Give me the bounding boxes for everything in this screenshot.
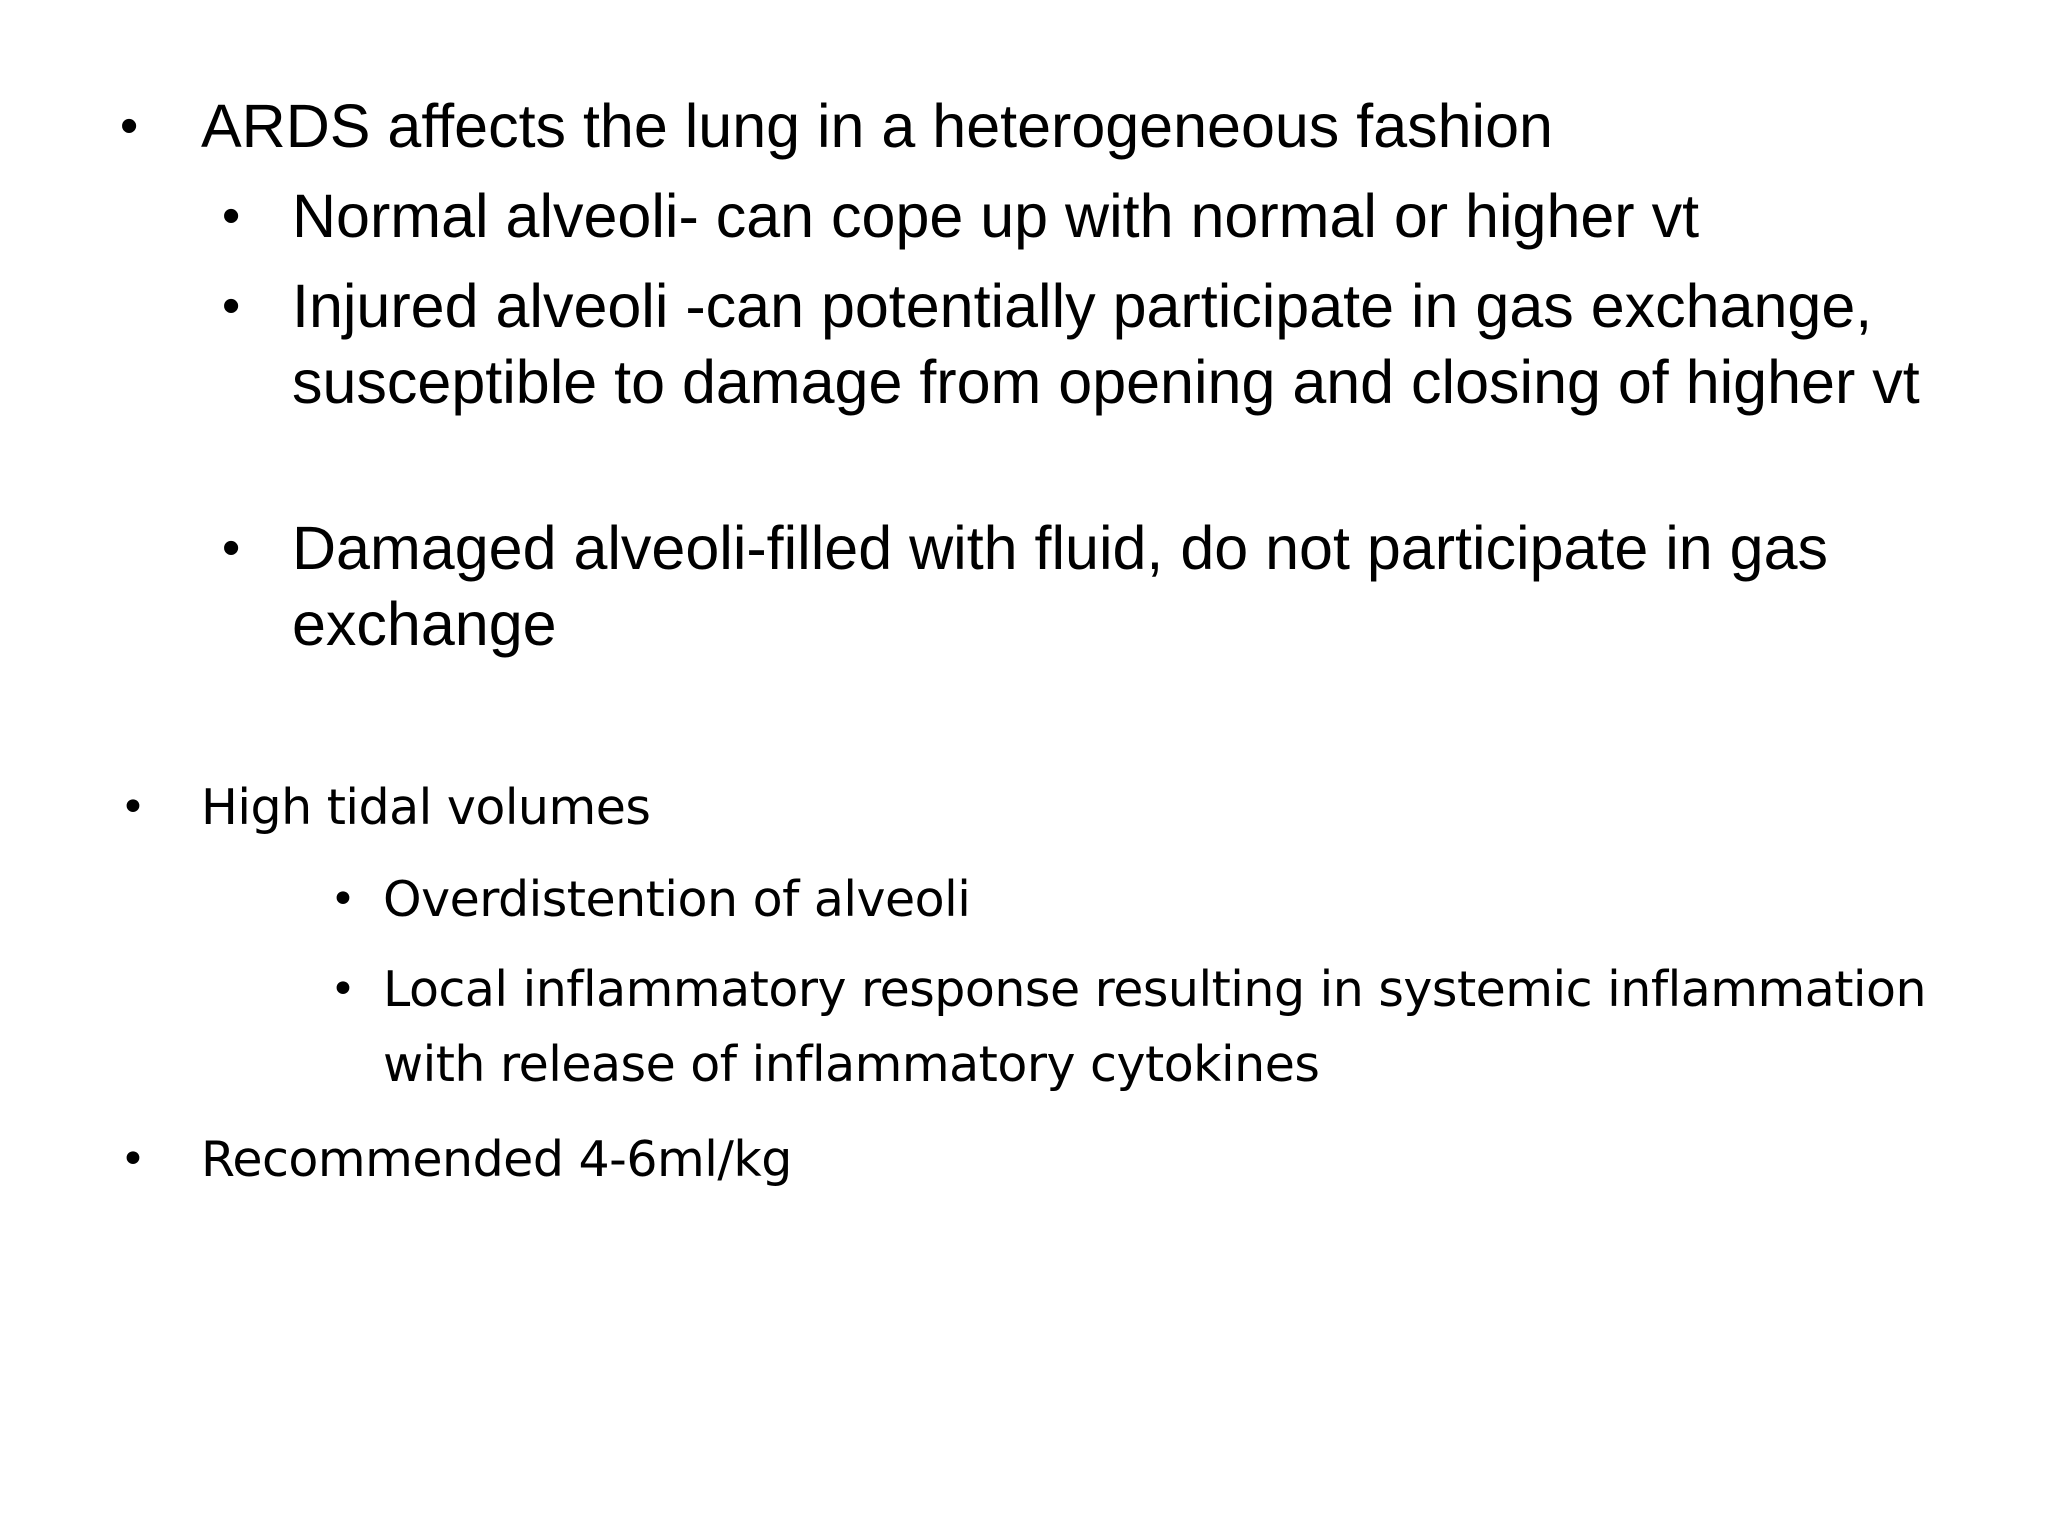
bullet-text: Injured alveoli -can potentially participate in gas exchange, susceptible to damage from opening and closing of higher vt	[292, 272, 1920, 416]
bullet-dot: •	[330, 964, 356, 1015]
bullet-text: Normal alveoli- can cope up with normal or higher vt	[292, 182, 1700, 250]
bullet-dot: •	[120, 97, 139, 155]
bullet-dot: •	[222, 277, 241, 335]
bullet-text: Recommended 4-6ml/kg	[201, 1131, 792, 1188]
bullet-text: Damaged alveoli-filled with fluid, do not participate in gas exchange	[292, 514, 1829, 658]
bullet-text: High tidal volumes	[201, 779, 651, 836]
bullet-text: ARDS affects the lung in a heterogeneous fashion	[201, 92, 1553, 160]
bullet-dot: •	[222, 519, 241, 577]
bullet-dot: •	[222, 187, 241, 245]
bullet-dot: •	[330, 874, 356, 925]
bullet-dot: •	[120, 782, 146, 833]
bullet-text: Overdistention of alveoli	[383, 871, 971, 928]
bullet-dot: •	[120, 1134, 146, 1185]
bullet-text: Local inflammatory response resulting in systemic inflammation with release of inflammatory cytokines	[383, 961, 1927, 1093]
